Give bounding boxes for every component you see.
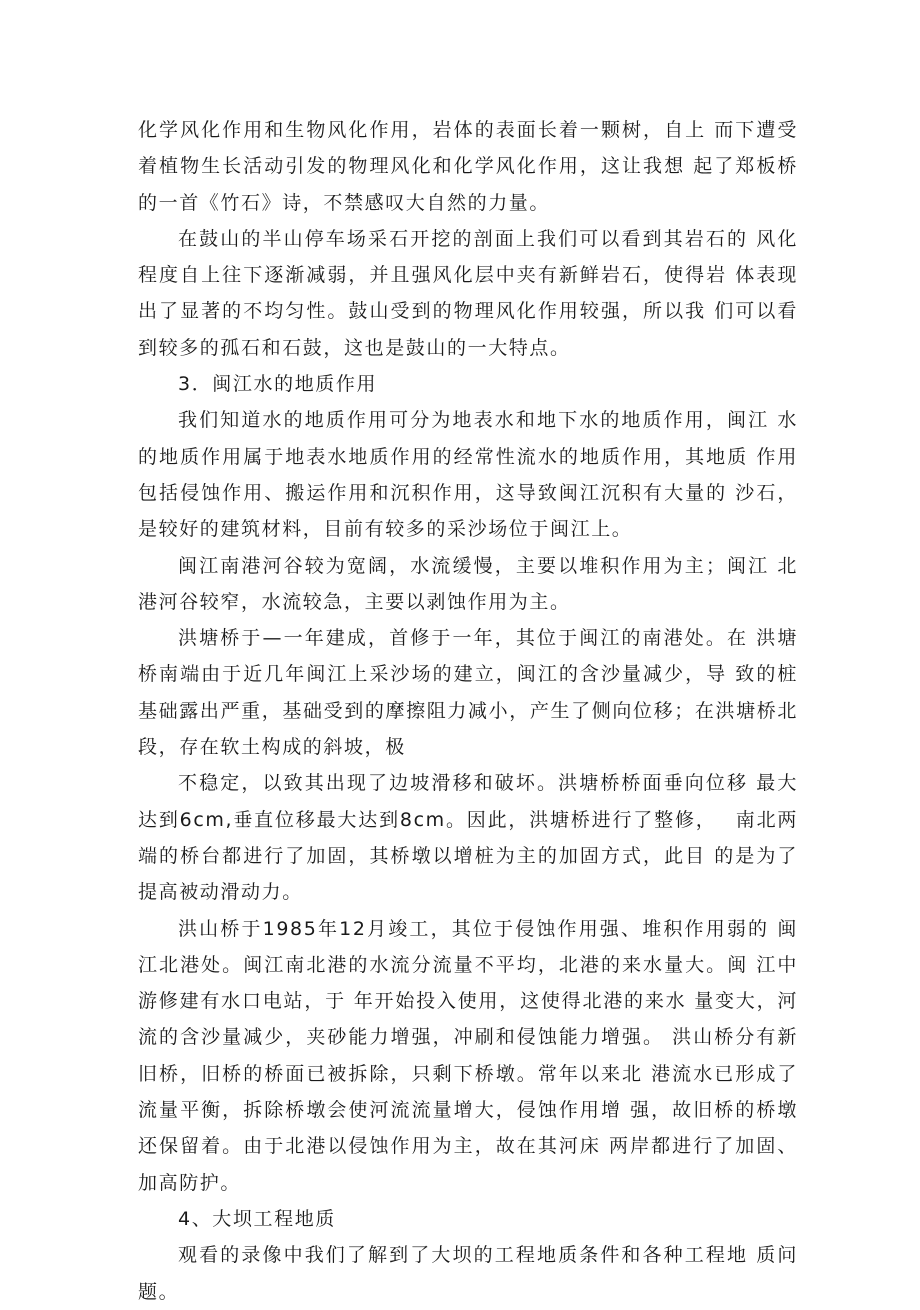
paragraph-hongtang-repair: 不稳定，以致其出现了边坡滑移和破坏。洪塘桥桥面垂向位移 最大达到6cm,垂直位移最大达到8cm。因此，洪塘桥进行了整修， 南北两端的桥台都进行了加固，其桥墩以增桩为主的加固方式，此目 的是为了提高被动滑动力。 bbox=[138, 772, 798, 904]
paragraph-hongshan-bridge: 洪山桥于1985年12月竣工，其位于侵蚀作用强、堆积作用弱的 闽江北港处。闽江南北港的水流分流量不平均，北港的来水量大。闽 江中游修建有水口电站，于 年开始投入使用，这使得北港的来水 量变大，河流的含沙量减少，夹砂能力增强，冲刷和侵蚀能力增强。 洪山桥分有新旧桥，旧桥的桥面已被拆除，只剩下桥墩。常年以来北 港流水已形成了流量平衡，拆除桥墩会使河流流量增大，侵蚀作用增 强，故旧桥的桥墩还保留着。由于北港以侵蚀作用为主，故在其河床 两岸都进行了加固、加高防护。 bbox=[138, 917, 798, 1194]
section-heading-minjiang-water: 3．闽江水的地质作用 bbox=[178, 373, 378, 396]
paragraph-south-north-port: 闽江南港河谷较为宽阔，水流缓慢，主要以堆积作用为主；闽江 北港河谷较窄，水流较急，主要以剥蚀作用为主。 bbox=[138, 554, 798, 613]
paragraph-gushan-profile: 在鼓山的半山停车场采石开挖的剖面上我们可以看到其岩石的 风化程度自上往下逐渐减弱，并且强风化层中夹有新鲜岩石，使得岩 体表现出了显著的不均匀性。鼓山受到的物理风化作用较强，所以我 们可以看到较多的孤石和石鼓，这也是鼓山的一大特点。 bbox=[138, 227, 798, 359]
paragraph-water-geology: 我们知道水的地质作用可分为地表水和地下水的地质作用，闽江 水的地质作用属于地表水地质作用的经常性流水的地质作用，其地质 作用包括侵蚀作用、搬运作用和沉积作用，这导致闽江沉积有大量的 沙石，是较好的建筑材料，目前有较多的采沙场位于闽江上。 bbox=[138, 409, 798, 541]
section-heading-dam-geology: 4、大坝工程地质 bbox=[178, 1207, 336, 1230]
document-body bbox=[138, 112, 798, 1310]
paragraph-weathering-tree: 化学风化作用和生物风化作用，岩体的表面长着一颗树，自上 而下遭受着植物生长活动引发的物理风化和化学风化作用，这让我想 起了郑板桥的一首《竹石》诗，不禁感叹大自然的力量。 bbox=[138, 119, 798, 214]
paragraph-dam-video: 观看的录像中我们了解到了大坝的工程地质条件和各种工程地 质问题。 bbox=[138, 1244, 798, 1303]
paragraph-hongtang-bridge: 洪塘桥于—一年建成，首修于一年，其位于闽江的南港处。在 洪塘桥南端由于近几年闽江上采沙场的建立，闽江的含沙量减少，导 致的桩基础露出严重，基础受到的摩擦阻力减小，产生了侧向位移；在洪塘桥北段，存在软土构成的斜坡，极 bbox=[138, 627, 798, 759]
